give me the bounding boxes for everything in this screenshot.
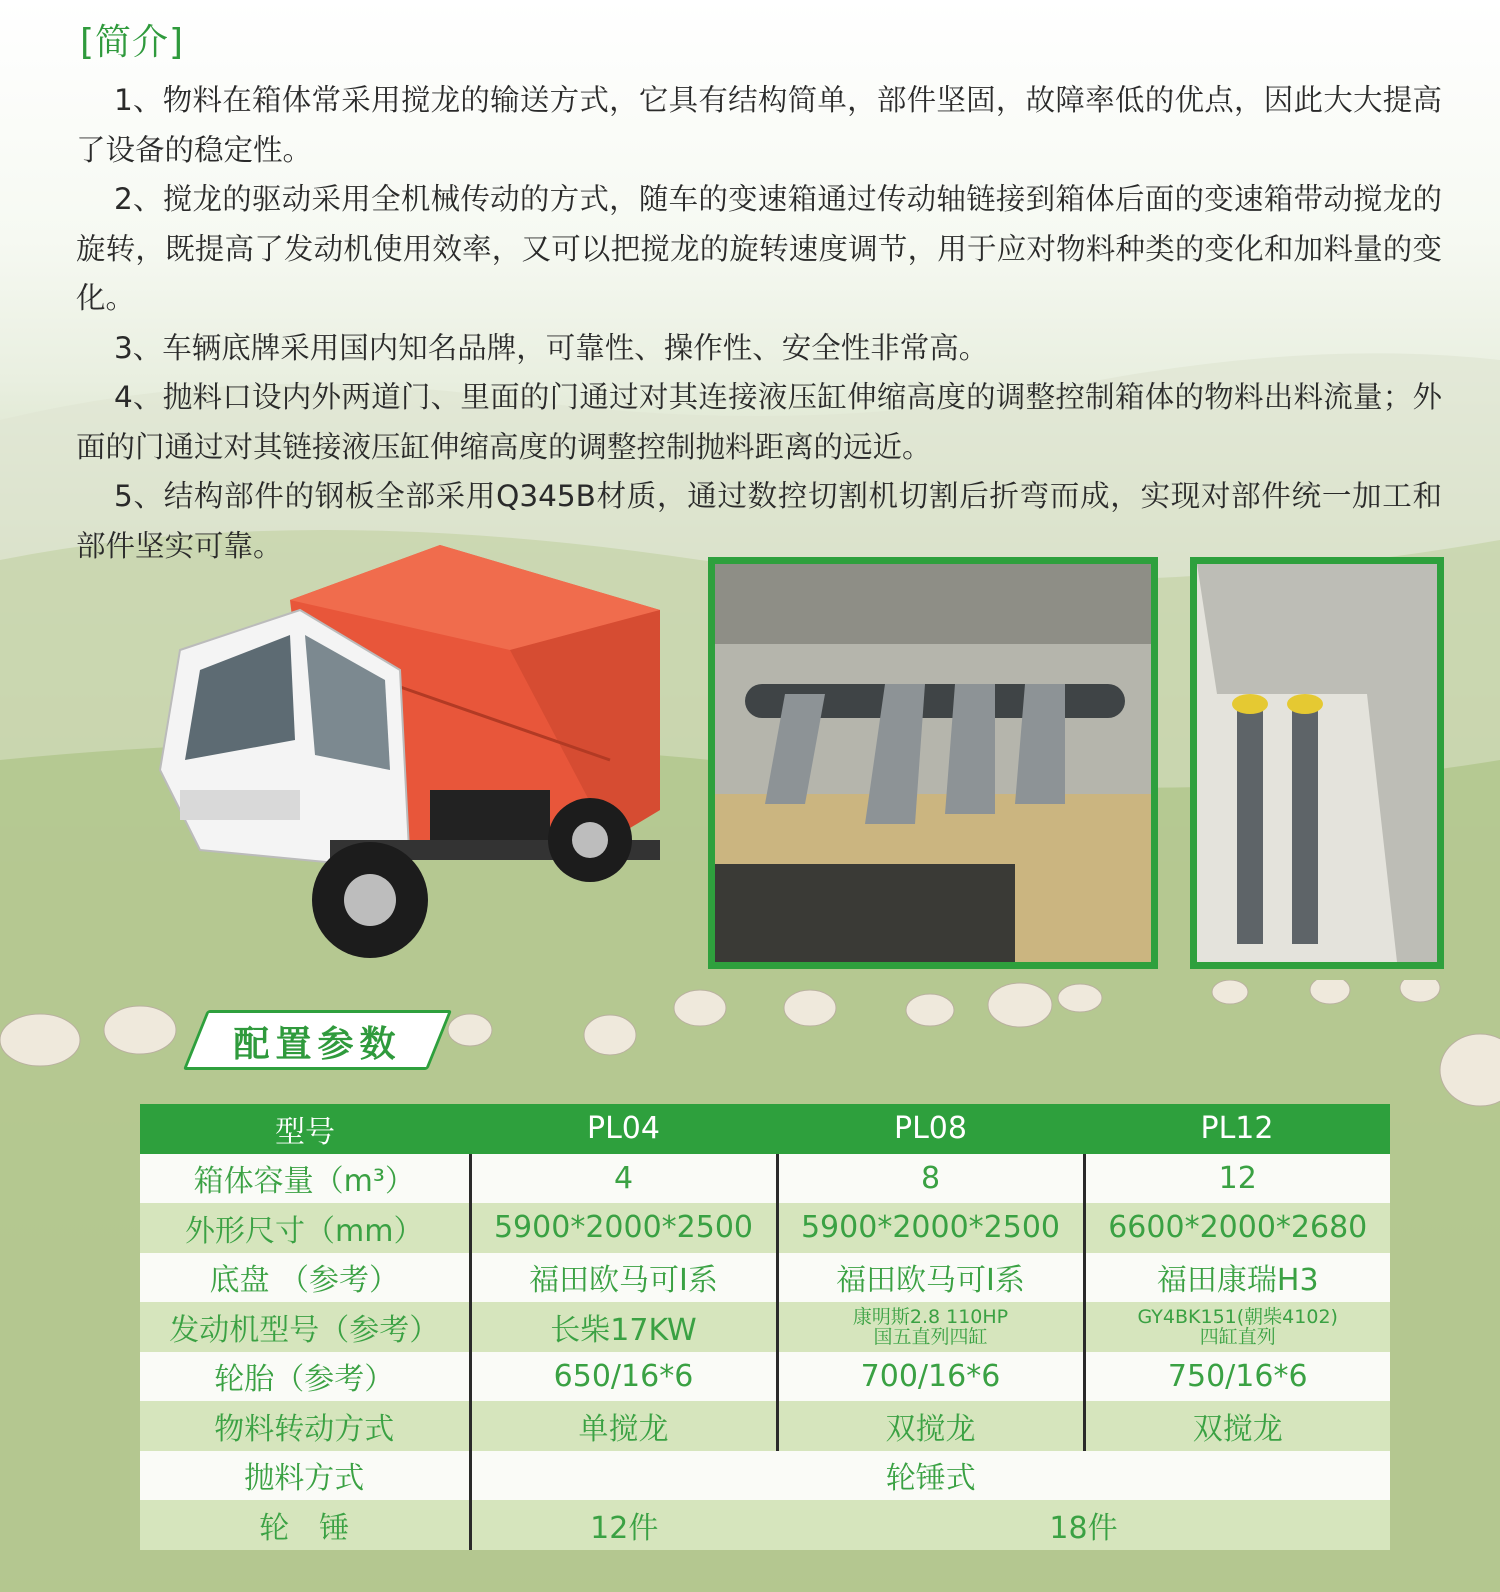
engine-pl08-line1: 康明斯2.8 110HP (852, 1305, 1009, 1328)
row-label: 抛料方式 (140, 1451, 470, 1501)
table-cell: 750/16*6 (1084, 1352, 1390, 1402)
config-section-title (195, 1010, 440, 1070)
table-cell: 12 (1084, 1154, 1390, 1204)
engine-pl12-line2: 四缸直列 (1199, 1325, 1276, 1348)
table-cell: 福田欧马可I系 (777, 1253, 1084, 1303)
table-cell: 18件 (777, 1500, 1390, 1550)
table-cell: 8 (777, 1154, 1084, 1204)
table-row (140, 1500, 1390, 1550)
intro-title: [简介] (80, 22, 185, 63)
table-cell: 福田康瑞H3 (1084, 1253, 1390, 1303)
table-cell (777, 1302, 1084, 1352)
auger-paddle-photo (708, 557, 1158, 969)
table-cell: 5900*2000*2500 (777, 1203, 1084, 1253)
intro-body (76, 76, 1442, 571)
table-row (140, 1154, 1390, 1204)
engine-pl08-line2: 国五直列四缸 (873, 1325, 988, 1348)
table-row (140, 1203, 1390, 1253)
intro-paragraph: 5、结构部件的钢板全部采用Q345B材质，通过数控切割机切割后折弯而成，实现对部件统一加工和部件坚实可靠。 (76, 479, 1442, 563)
table-row (140, 1253, 1390, 1303)
table-cell: 长柴17KW (470, 1302, 777, 1352)
table-row (140, 1352, 1390, 1402)
intro-paragraph: 3、车辆底牌采用国内知名品牌，可靠性、操作性、安全性非常高。 (114, 330, 989, 365)
table-cell: 5900*2000*2500 (470, 1203, 777, 1253)
engine-pl12-line1: GY4BK151(朝柴4102) (1137, 1305, 1338, 1328)
table-row (140, 1401, 1390, 1451)
header-label: 型号 (140, 1104, 470, 1154)
table-row (140, 1302, 1390, 1352)
table-cell: 4 (470, 1154, 777, 1204)
intro-paragraph: 2、搅龙的驱动采用全机械传动的方式，随车的变速箱通过传动轴链接到箱体后面的变速箱带动搅龙的旋转，既提高了发动机使用效率，又可以把搅龙的旋转速度调节，用于应对物料种类的变化和加料量的变化。 (76, 182, 1442, 315)
config-title-text: 配置参数 (233, 1024, 402, 1065)
row-label: 发动机型号（参考） (140, 1302, 470, 1352)
table-cell: 双搅龙 (777, 1401, 1084, 1451)
table-cell (1084, 1302, 1390, 1352)
header-model-pl08: PL08 (777, 1104, 1084, 1154)
table-cell: 700/16*6 (777, 1352, 1084, 1402)
table-row (140, 1451, 1390, 1501)
table-cell: 6600*2000*2680 (1084, 1203, 1390, 1253)
twin-auger-photo (1190, 557, 1444, 969)
row-label: 物料转动方式 (140, 1401, 470, 1451)
row-label: 外形尺寸（mm） (140, 1203, 470, 1253)
row-label: 箱体容量（m³） (140, 1154, 470, 1204)
table-cell: 650/16*6 (470, 1352, 777, 1402)
row-label: 轮胎（参考） (140, 1352, 470, 1402)
table-cell: 单搅龙 (470, 1401, 777, 1451)
config-table (140, 1104, 1390, 1550)
header-model-pl12: PL12 (1084, 1104, 1390, 1154)
intro-paragraph: 1、物料在箱体常采用搅龙的输送方式，它具有结构简单，部件坚固，故障率低的优点，因此大大提高了设备的稳定性。 (76, 83, 1442, 167)
table-cell: 轮锤式 (470, 1451, 1390, 1501)
intro-paragraph: 4、抛料口设内外两道门、里面的门通过对其连接液压缸伸缩高度的调整控制箱体的物料出料流量；外面的门通过对其链接液压缸伸缩高度的调整控制抛料距离的远近。 (76, 380, 1442, 464)
table-cell: 福田欧马可I系 (470, 1253, 777, 1303)
table-header-row (140, 1104, 1390, 1154)
feed-truck-image (140, 540, 680, 980)
row-label: 底盘 （参考） (140, 1253, 470, 1303)
table-cell: 12件 (470, 1500, 777, 1550)
table-cell: 双搅龙 (1084, 1401, 1390, 1451)
row-label: 轮 锤 (140, 1500, 470, 1550)
header-model-pl04: PL04 (470, 1104, 777, 1154)
